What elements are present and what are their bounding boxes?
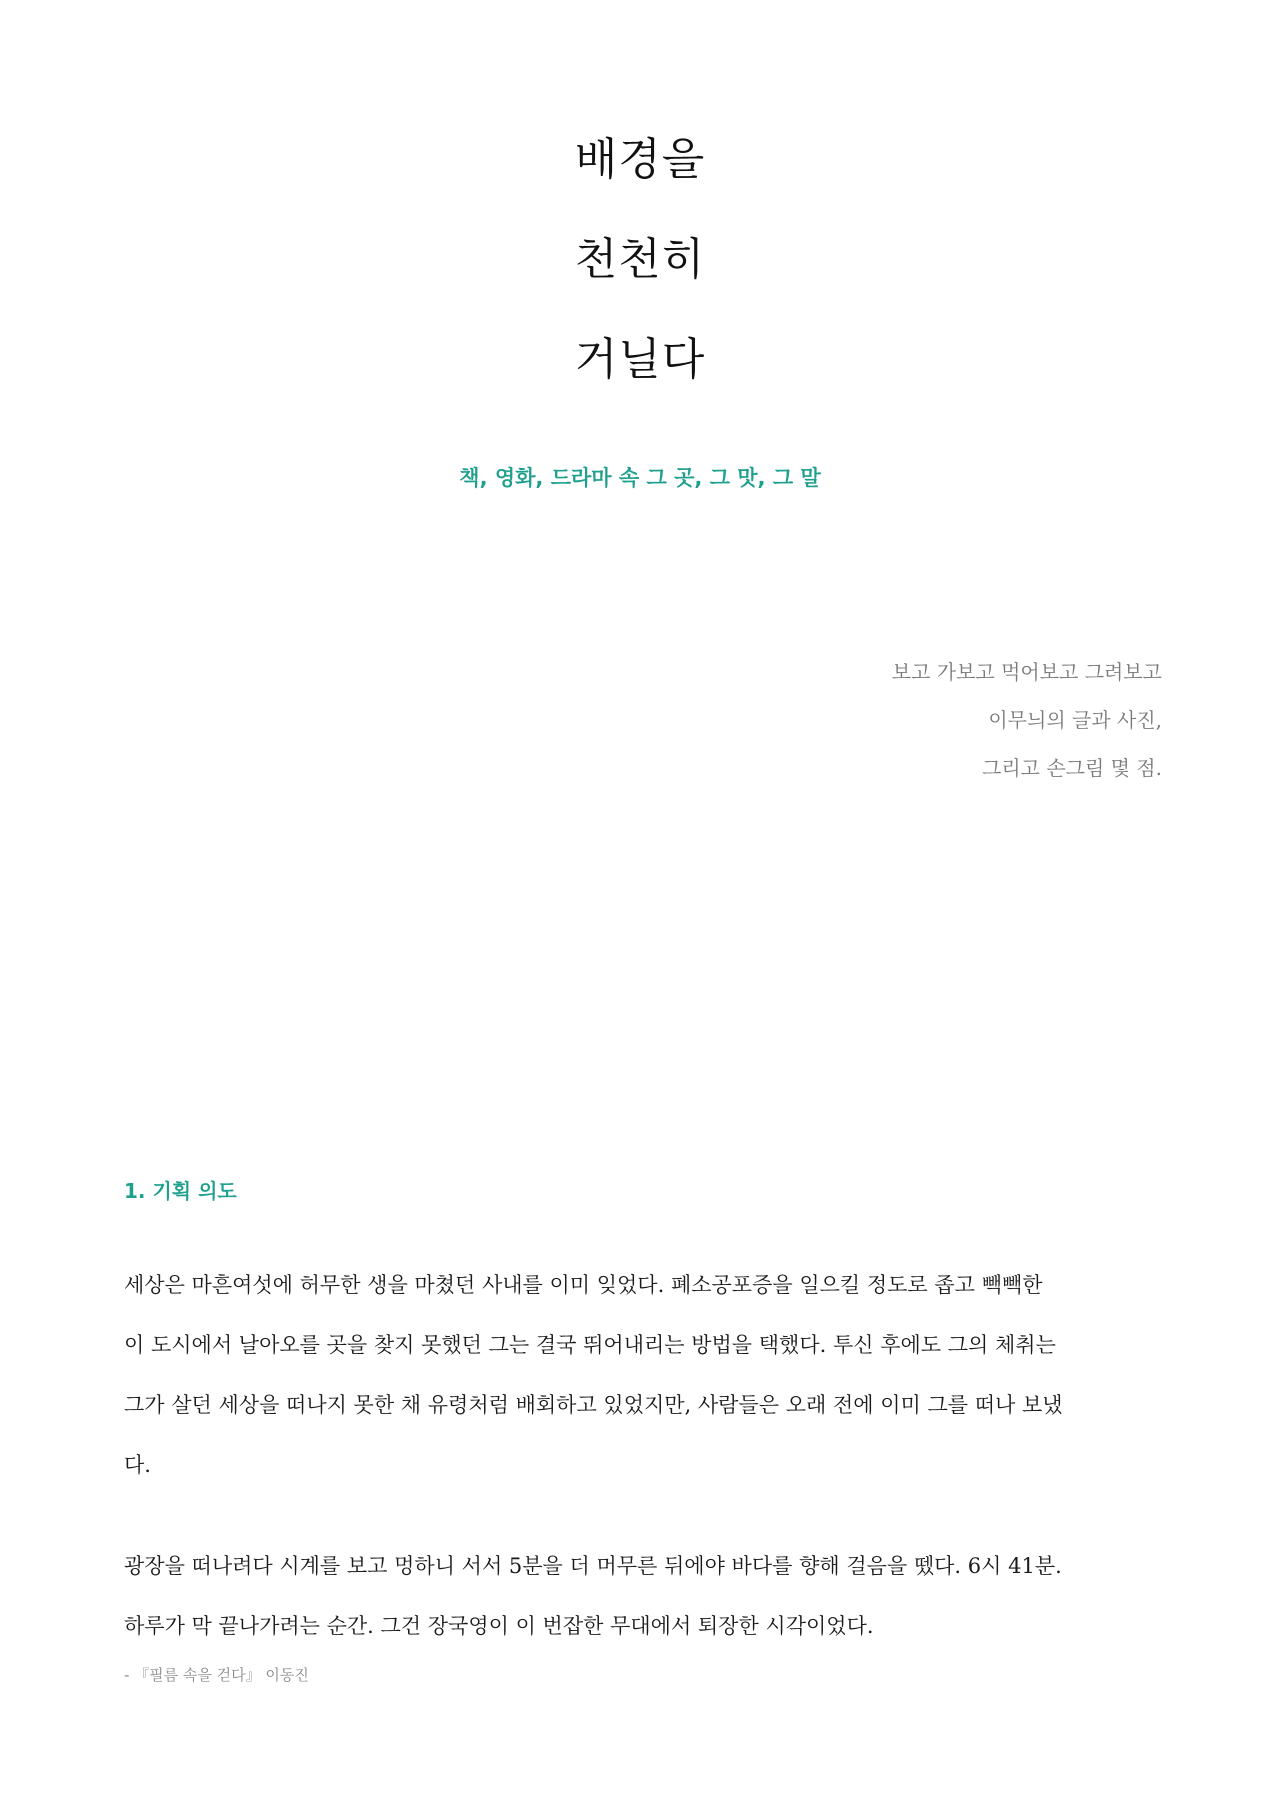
- body-paragraph: [124, 1255, 1164, 1495]
- section-heading: 1. 기획 의도: [124, 1179, 237, 1203]
- intro-line: 보고 가보고 먹어보고 그려보고: [891, 660, 1162, 684]
- intro-line: 그리고 손그림 몇 점.: [982, 756, 1162, 780]
- document-title: [0, 110, 1280, 410]
- paragraph-line: 그가 살던 세상을 떠나지 못한 채 유령처럼 배회하고 있었지만, 사람들은 오래 전에 이미 그를 떠나 보냈: [124, 1393, 1063, 1417]
- title-line: 배경을: [574, 134, 706, 185]
- paragraph-line: 하루가 막 끝나가려는 순간. 그건 장국영이 이 번잡한 무대에서 퇴장한 시각이었다.: [124, 1614, 874, 1638]
- quote-citation: - 『필름 속을 걷다』 이동진: [124, 1666, 309, 1684]
- document-subtitle: 책, 영화, 드라마 속 그 곳, 그 맛, 그 말: [459, 466, 821, 490]
- intro-text: [892, 648, 1162, 792]
- paragraph-line: 세상은 마흔여섯에 허무한 생을 마쳤던 사내를 이미 잊었다. 폐소공포증을 일으킬 정도로 좁고 빽빽한: [124, 1273, 1043, 1297]
- paragraph-line: 이 도시에서 날아오를 곳을 찾지 못했던 그는 결국 뛰어내리는 방법을 택했다. 투신 후에도 그의 체취는: [124, 1333, 1056, 1357]
- title-line: 천천히: [574, 234, 706, 285]
- quote-paragraph: [124, 1536, 1164, 1656]
- paragraph-line: 광장을 떠나려다 시계를 보고 멍하니 서서 5분을 더 머무른 뒤에야 바다를 향해 걸음을 뗐다. 6시 41분.: [124, 1554, 1062, 1578]
- title-line: 거닐다: [574, 334, 706, 385]
- intro-line: 이무늬의 글과 사진,: [988, 708, 1162, 732]
- paragraph-line: 다.: [124, 1453, 151, 1477]
